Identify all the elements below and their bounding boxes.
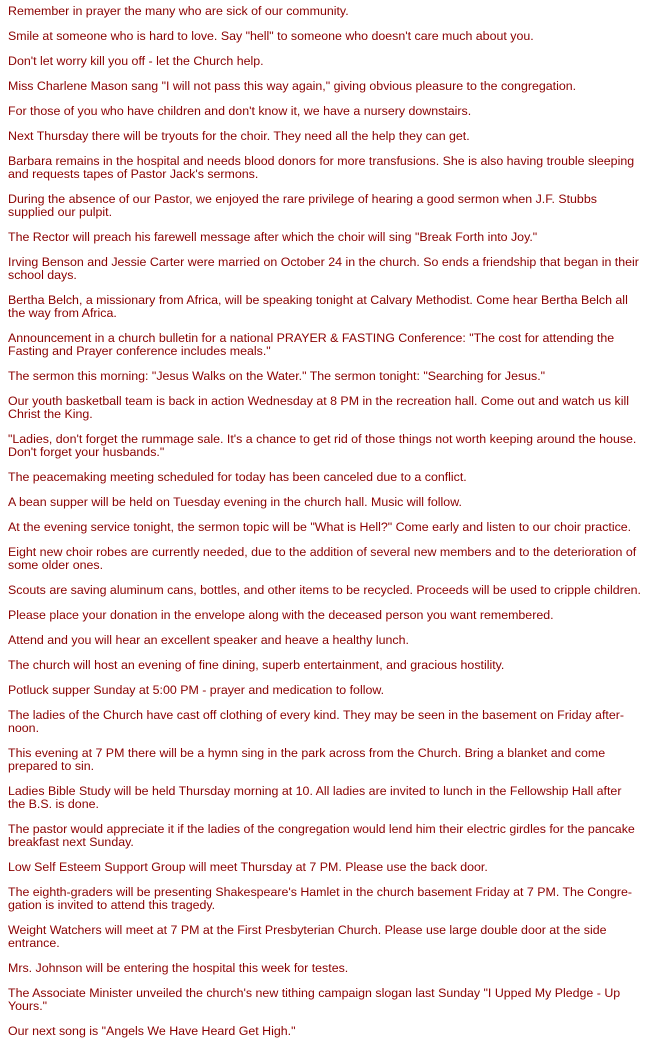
bulletin-item: Weight Watchers will meet at 7 PM at the First Presbyterian Church. Please use large double door at the side entrance. bbox=[8, 923, 607, 950]
bulletin-item: This evening at 7 PM there will be a hymn sing in the park across from the Church. Bring a blanket and come prepared to sin. bbox=[8, 746, 606, 773]
bulletin-item: For those of you who have children and don't know it, we have a nursery downstairs. bbox=[8, 104, 472, 118]
bulletin-item: The peacemaking meeting scheduled for today has been canceled due to a conflict. bbox=[8, 470, 467, 484]
bulletin-item: The Associate Minister unveiled the church's new tithing campaign slogan last Sunday "I Upped My Pledge - Up Yours." bbox=[8, 986, 621, 1013]
bulletin-item: Potluck supper Sunday at 5:00 PM - prayer and medication to follow. bbox=[8, 683, 385, 697]
bulletin-item: Irving Benson and Jessie Carter were married on October 24 in the church. So ends a friendship that began in their school days. bbox=[8, 255, 639, 282]
bulletin-item: Eight new choir robes are currently needed, due to the addition of several new members and to the deterioration of some older ones. bbox=[8, 545, 637, 572]
bulletin-item: The sermon this morning: "Jesus Walks on the Water." The sermon tonight: "Searching for Jesus." bbox=[8, 369, 546, 383]
bulletin-item: The pastor would appreciate it if the ladies of the congregation would lend him their electric girdles for the pancake breakfast next Sunday. bbox=[8, 822, 635, 849]
bulletin-item: Announcement in a church bulletin for a national PRAYER & FASTING Conference: "The cost for attending the Fasting and Prayer conference includes meals." bbox=[8, 331, 615, 358]
bulletin-item: Attend and you will hear an excellent speaker and heave a healthy lunch. bbox=[8, 633, 409, 647]
bulletin-item: Bertha Belch, a missionary from Africa, will be speaking tonight at Calvary Methodist. Come hear Bertha Belch all the way from Africa. bbox=[8, 293, 628, 320]
bulletin-item: Our next song is "Angels We Have Heard Get High." bbox=[8, 1024, 296, 1038]
bulletin-item: Mrs. Johnson will be entering the hospital this week for testes. bbox=[8, 961, 349, 975]
bulletin-item: Please place your donation in the envelope along with the deceased person you want remembered. bbox=[8, 608, 554, 622]
bulletin-item: Miss Charlene Mason sang "I will not pass this way again," giving obvious pleasure to the congregation. bbox=[8, 79, 577, 93]
bulletin-item: "Ladies, don't forget the rummage sale. It's a chance to get rid of those things not worth keeping around the house. Don't forget your husbands." bbox=[8, 432, 637, 459]
bulletin-list bbox=[8, 5, 642, 1038]
bulletin-item: Scouts are saving aluminum cans, bottles, and other items to be recycled. Proceeds will be used to cripple children. bbox=[8, 583, 641, 597]
bulletin-item: Barbara remains in the hospital and needs blood donors for more transfusions. She is also having trouble sleeping and requests tapes of Pastor Jack's sermons. bbox=[8, 154, 635, 181]
bulletin-item: Remember in prayer the many who are sick of our community. bbox=[8, 4, 349, 18]
bulletin-item: Smile at someone who is hard to love. Say "hell" to someone who doesn't care much about you. bbox=[8, 29, 534, 43]
bulletin-item: Ladies Bible Study will be held Thursday morning at 10. All ladies are invited to lunch in the Fellowship Hall after the B.S. is done. bbox=[8, 784, 622, 811]
bulletin-item: The church will host an evening of fine dining, superb entertainment, and gracious hostility. bbox=[8, 658, 505, 672]
bulletin-item: The eighth-graders will be presenting Shakespeare's Hamlet in the church basement Friday at 7 PM. The Congre-gation is invited to attend this tragedy. bbox=[8, 885, 633, 912]
bulletin-item: A bean supper will be held on Tuesday evening in the church hall. Music will follow. bbox=[8, 495, 462, 509]
bulletin-item: Don't let worry kill you off - let the Church help. bbox=[8, 54, 264, 68]
bulletin-item: During the absence of our Pastor, we enjoyed the rare privilege of hearing a good sermon when J.F. Stubbs supplied our pulpit. bbox=[8, 192, 597, 219]
bulletin-item: At the evening service tonight, the sermon topic will be "What is Hell?" Come early and listen to our choir practice. bbox=[8, 520, 632, 534]
bulletin-item: Our youth basketball team is back in action Wednesday at 8 PM in the recreation hall. Come out and watch us kill Christ the King. bbox=[8, 394, 630, 421]
bulletin-item: The Rector will preach his farewell message after which the choir will sing "Break Forth into Joy." bbox=[8, 230, 538, 244]
bulletin-item: Next Thursday there will be tryouts for the choir. They need all the help they can get. bbox=[8, 129, 470, 143]
bulletin-item: Low Self Esteem Support Group will meet Thursday at 7 PM. Please use the back door. bbox=[8, 860, 488, 874]
bulletin-item: The ladies of the Church have cast off clothing of every kind. They may be seen in the basement on Friday after-noon. bbox=[8, 708, 624, 735]
